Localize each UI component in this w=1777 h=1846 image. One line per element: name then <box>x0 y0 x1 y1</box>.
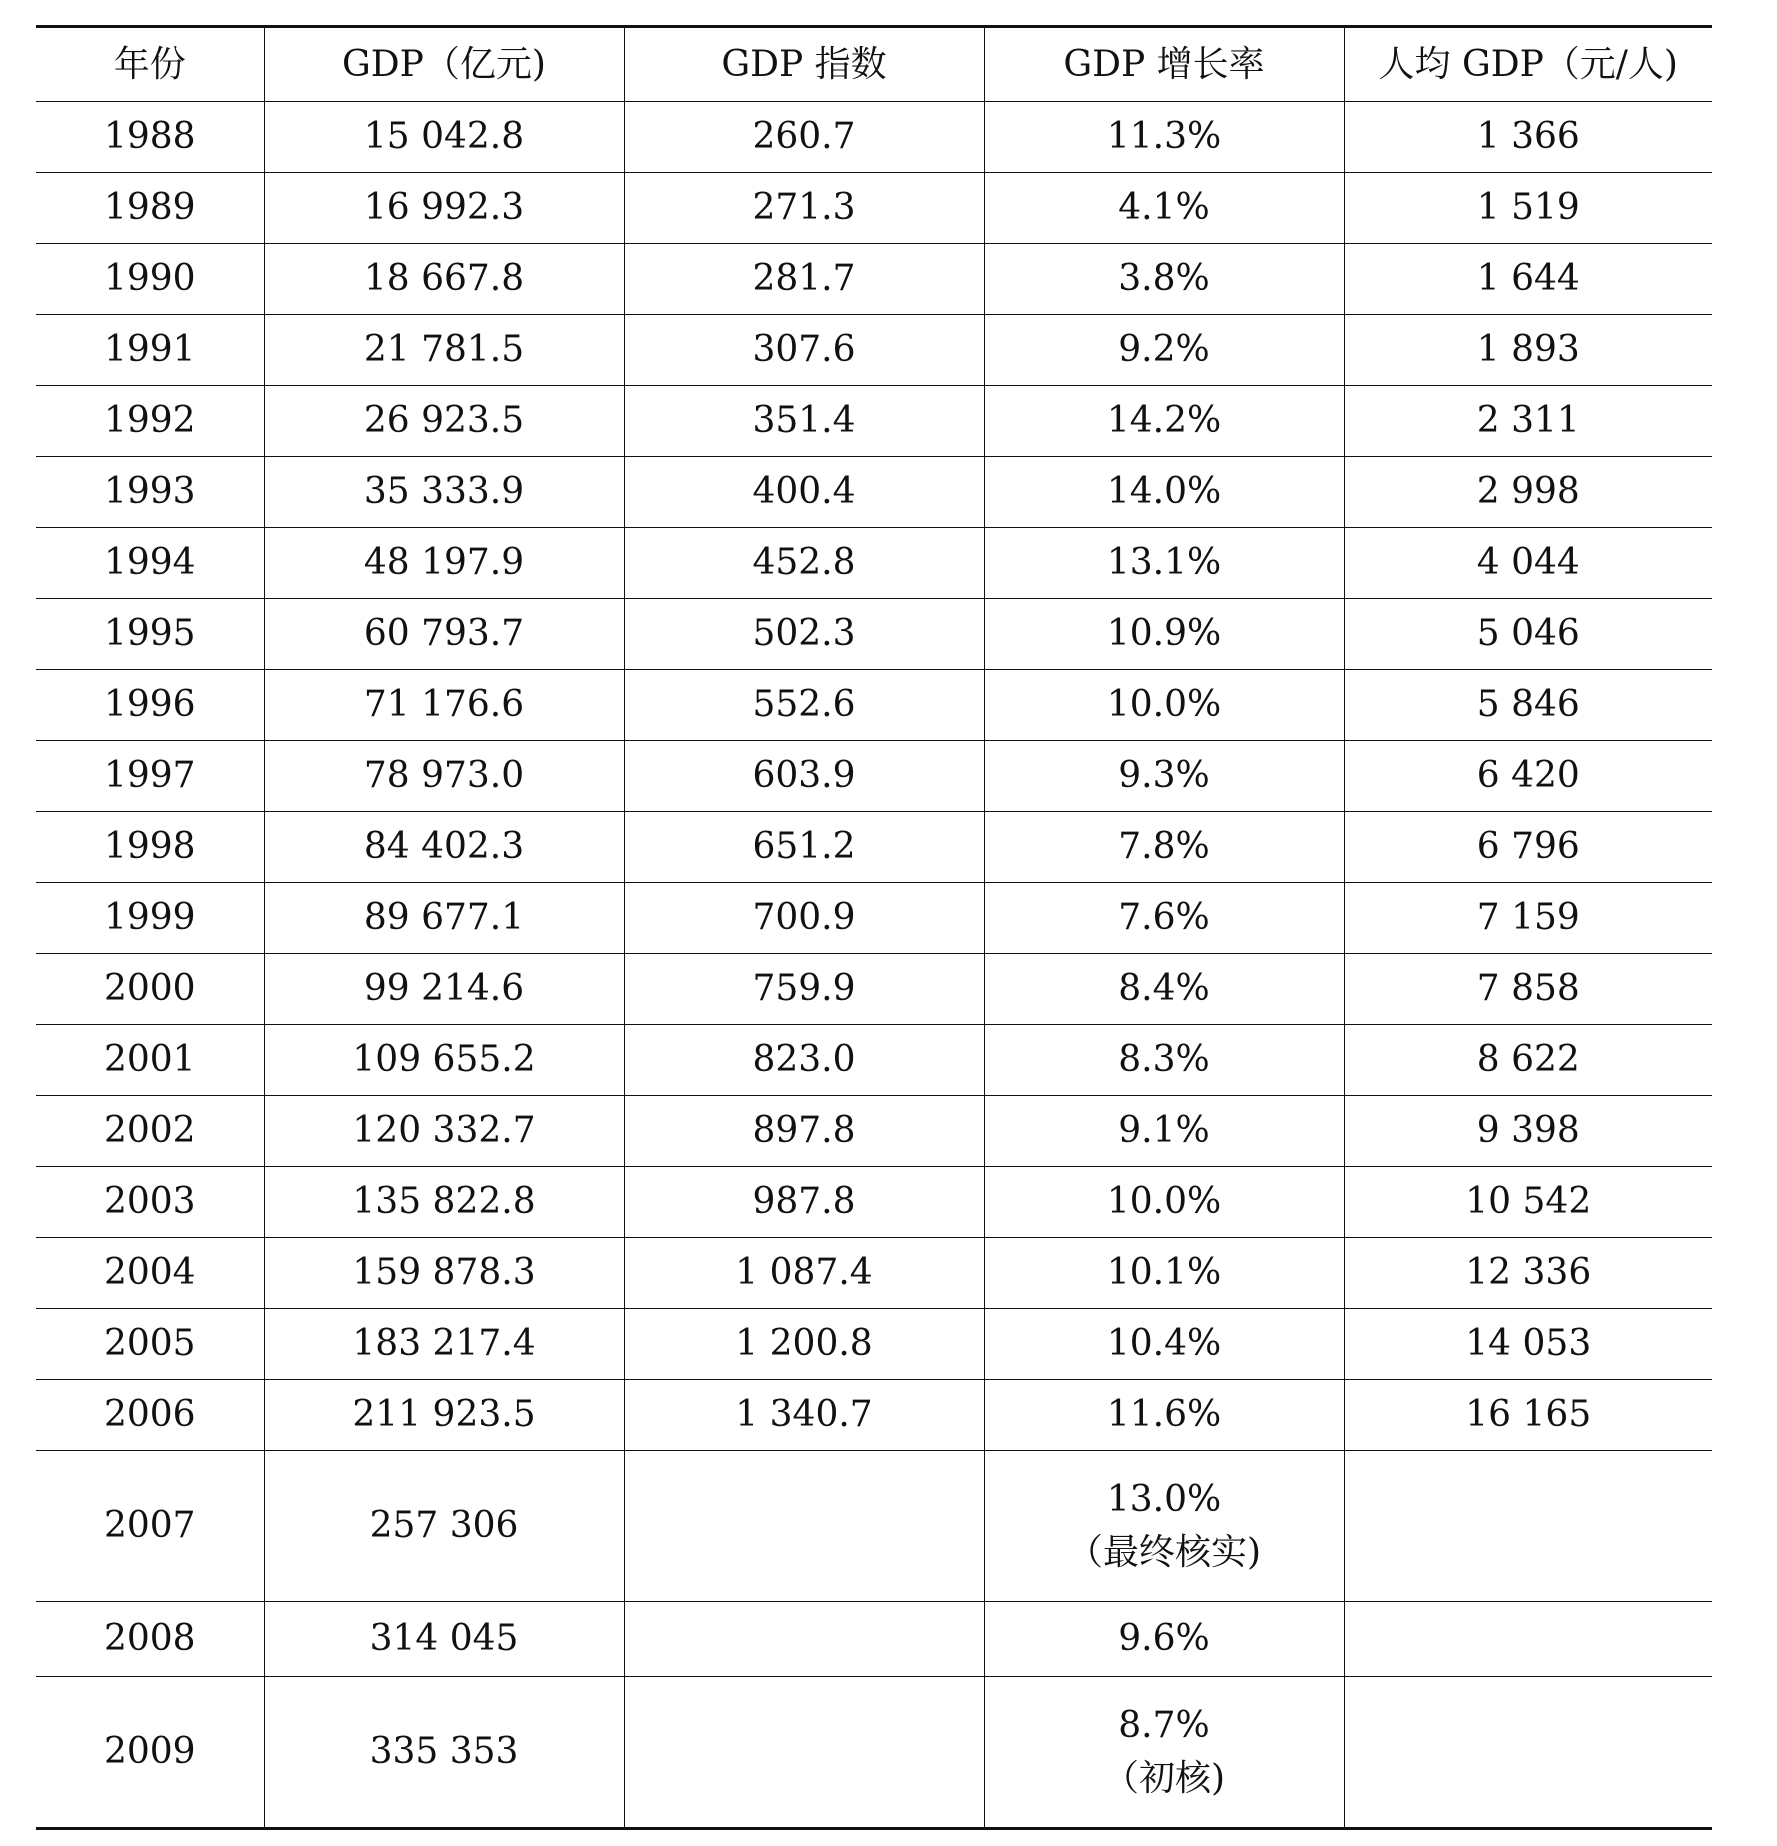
cell-gdp-index: 1 087.4 <box>624 1238 984 1309</box>
cell-year: 1994 <box>36 528 264 599</box>
cell-gdp-index: 823.0 <box>624 1025 984 1096</box>
cell-gdp-growth: 9.2% <box>984 315 1344 386</box>
cell-per-capita-gdp: 2 998 <box>1344 457 1712 528</box>
growth-value: 13.0% <box>1106 1478 1222 1520</box>
cell-gdp-growth: 3.8% <box>984 244 1344 315</box>
cell-year: 1995 <box>36 599 264 670</box>
cell-gdp: 21 781.5 <box>264 315 624 386</box>
cell-gdp-growth: 8.4% <box>984 954 1344 1025</box>
cell-year: 2000 <box>36 954 264 1025</box>
cell-gdp-growth: 11.3% <box>984 102 1344 173</box>
cell-gdp-index: 351.4 <box>624 386 984 457</box>
table-header-row <box>36 27 1712 102</box>
table-row <box>36 883 1712 954</box>
cell-gdp-index <box>624 1602 984 1677</box>
cell-gdp: 35 333.9 <box>264 457 624 528</box>
cell-year: 1996 <box>36 670 264 741</box>
cell-per-capita-gdp: 16 165 <box>1344 1380 1712 1451</box>
cell-year: 2001 <box>36 1025 264 1096</box>
table-row <box>36 102 1712 173</box>
cell-gdp-growth: 10.0% <box>984 670 1344 741</box>
growth-note: （初核) <box>1102 1758 1226 1799</box>
cell-gdp: 48 197.9 <box>264 528 624 599</box>
cell-gdp-index: 552.6 <box>624 670 984 741</box>
cell-gdp: 89 677.1 <box>264 883 624 954</box>
cell-gdp: 211 923.5 <box>264 1380 624 1451</box>
cell-gdp-growth <box>984 1451 1344 1602</box>
cell-gdp: 18 667.8 <box>264 244 624 315</box>
table-row <box>36 1677 1712 1829</box>
gdp-table <box>36 25 1712 1830</box>
cell-gdp: 120 332.7 <box>264 1096 624 1167</box>
cell-gdp-growth: 10.4% <box>984 1309 1344 1380</box>
cell-gdp-index <box>624 1451 984 1602</box>
table-row <box>36 1380 1712 1451</box>
header-year: 年份 <box>36 27 264 102</box>
cell-per-capita-gdp: 5 046 <box>1344 599 1712 670</box>
cell-gdp-growth: 9.1% <box>984 1096 1344 1167</box>
cell-per-capita-gdp: 7 858 <box>1344 954 1712 1025</box>
cell-gdp-index: 759.9 <box>624 954 984 1025</box>
table-row <box>36 812 1712 883</box>
cell-year: 1993 <box>36 457 264 528</box>
header-gdp-growth: GDP 增长率 <box>984 27 1344 102</box>
cell-gdp: 16 992.3 <box>264 173 624 244</box>
table-row <box>36 1167 1712 1238</box>
cell-year: 1998 <box>36 812 264 883</box>
cell-per-capita-gdp: 14 053 <box>1344 1309 1712 1380</box>
cell-year: 2005 <box>36 1309 264 1380</box>
cell-gdp-index: 271.3 <box>624 173 984 244</box>
cell-year: 2004 <box>36 1238 264 1309</box>
cell-gdp: 159 878.3 <box>264 1238 624 1309</box>
cell-year: 1992 <box>36 386 264 457</box>
cell-per-capita-gdp: 4 044 <box>1344 528 1712 599</box>
table-row <box>36 670 1712 741</box>
cell-per-capita-gdp <box>1344 1451 1712 1602</box>
cell-per-capita-gdp: 6 420 <box>1344 741 1712 812</box>
cell-gdp-index: 307.6 <box>624 315 984 386</box>
table-row <box>36 741 1712 812</box>
cell-per-capita-gdp: 1 366 <box>1344 102 1712 173</box>
growth-value: 8.7% <box>1118 1704 1210 1746</box>
cell-gdp: 335 353 <box>264 1677 624 1829</box>
cell-gdp-index: 1 200.8 <box>624 1309 984 1380</box>
table-row <box>36 954 1712 1025</box>
cell-year: 2006 <box>36 1380 264 1451</box>
cell-per-capita-gdp: 8 622 <box>1344 1025 1712 1096</box>
cell-gdp: 15 042.8 <box>264 102 624 173</box>
table-row <box>36 1238 1712 1309</box>
cell-gdp-index: 651.2 <box>624 812 984 883</box>
cell-gdp-index: 603.9 <box>624 741 984 812</box>
cell-gdp-growth: 9.6% <box>984 1602 1344 1677</box>
table-row <box>36 386 1712 457</box>
cell-year: 1991 <box>36 315 264 386</box>
cell-gdp-index: 987.8 <box>624 1167 984 1238</box>
cell-gdp-growth: 13.1% <box>984 528 1344 599</box>
cell-gdp: 71 176.6 <box>264 670 624 741</box>
cell-per-capita-gdp: 9 398 <box>1344 1096 1712 1167</box>
cell-gdp-index: 281.7 <box>624 244 984 315</box>
cell-gdp-growth: 8.3% <box>984 1025 1344 1096</box>
cell-gdp-growth <box>984 1677 1344 1829</box>
table-body <box>36 102 1712 1829</box>
table-row <box>36 457 1712 528</box>
growth-note: （最终核实) <box>1066 1532 1262 1573</box>
table-row <box>36 1602 1712 1677</box>
cell-gdp-index: 897.8 <box>624 1096 984 1167</box>
cell-gdp: 26 923.5 <box>264 386 624 457</box>
cell-gdp: 257 306 <box>264 1451 624 1602</box>
header-per-capita-gdp: 人均 GDP（元/人) <box>1344 27 1712 102</box>
cell-gdp-growth: 11.6% <box>984 1380 1344 1451</box>
table-row <box>36 1096 1712 1167</box>
cell-year: 2009 <box>36 1677 264 1829</box>
table-row <box>36 528 1712 599</box>
table-row <box>36 599 1712 670</box>
cell-gdp: 84 402.3 <box>264 812 624 883</box>
table-row <box>36 315 1712 386</box>
header-gdp-index: GDP 指数 <box>624 27 984 102</box>
cell-gdp: 78 973.0 <box>264 741 624 812</box>
cell-per-capita-gdp: 1 644 <box>1344 244 1712 315</box>
table-row <box>36 1025 1712 1096</box>
cell-gdp: 183 217.4 <box>264 1309 624 1380</box>
cell-gdp-growth: 14.2% <box>984 386 1344 457</box>
cell-per-capita-gdp: 7 159 <box>1344 883 1712 954</box>
cell-gdp-index: 452.8 <box>624 528 984 599</box>
cell-gdp-growth: 10.0% <box>984 1167 1344 1238</box>
cell-per-capita-gdp <box>1344 1602 1712 1677</box>
cell-gdp: 60 793.7 <box>264 599 624 670</box>
cell-year: 1988 <box>36 102 264 173</box>
cell-gdp-index: 700.9 <box>624 883 984 954</box>
cell-gdp-index: 1 340.7 <box>624 1380 984 1451</box>
cell-year: 2007 <box>36 1451 264 1602</box>
cell-gdp-growth: 9.3% <box>984 741 1344 812</box>
cell-gdp-index <box>624 1677 984 1829</box>
cell-per-capita-gdp: 1 519 <box>1344 173 1712 244</box>
cell-gdp: 109 655.2 <box>264 1025 624 1096</box>
cell-gdp-growth: 7.6% <box>984 883 1344 954</box>
cell-gdp-growth: 7.8% <box>984 812 1344 883</box>
cell-gdp-growth: 10.9% <box>984 599 1344 670</box>
cell-gdp-index: 400.4 <box>624 457 984 528</box>
cell-per-capita-gdp: 5 846 <box>1344 670 1712 741</box>
cell-gdp-index: 260.7 <box>624 102 984 173</box>
header-gdp: GDP（亿元) <box>264 27 624 102</box>
cell-gdp: 99 214.6 <box>264 954 624 1025</box>
cell-per-capita-gdp: 2 311 <box>1344 386 1712 457</box>
table-row <box>36 244 1712 315</box>
cell-gdp: 135 822.8 <box>264 1167 624 1238</box>
cell-gdp-growth: 10.1% <box>984 1238 1344 1309</box>
cell-year: 1989 <box>36 173 264 244</box>
cell-year: 1990 <box>36 244 264 315</box>
cell-gdp-growth: 14.0% <box>984 457 1344 528</box>
table-row <box>36 1309 1712 1380</box>
cell-per-capita-gdp <box>1344 1677 1712 1829</box>
table-row <box>36 173 1712 244</box>
cell-year: 1997 <box>36 741 264 812</box>
cell-gdp: 314 045 <box>264 1602 624 1677</box>
cell-gdp-index: 502.3 <box>624 599 984 670</box>
cell-year: 2002 <box>36 1096 264 1167</box>
cell-year: 2008 <box>36 1602 264 1677</box>
cell-per-capita-gdp: 1 893 <box>1344 315 1712 386</box>
cell-year: 2003 <box>36 1167 264 1238</box>
cell-year: 1999 <box>36 883 264 954</box>
cell-per-capita-gdp: 6 796 <box>1344 812 1712 883</box>
cell-per-capita-gdp: 12 336 <box>1344 1238 1712 1309</box>
cell-gdp-growth: 4.1% <box>984 173 1344 244</box>
table-row <box>36 1451 1712 1602</box>
cell-per-capita-gdp: 10 542 <box>1344 1167 1712 1238</box>
